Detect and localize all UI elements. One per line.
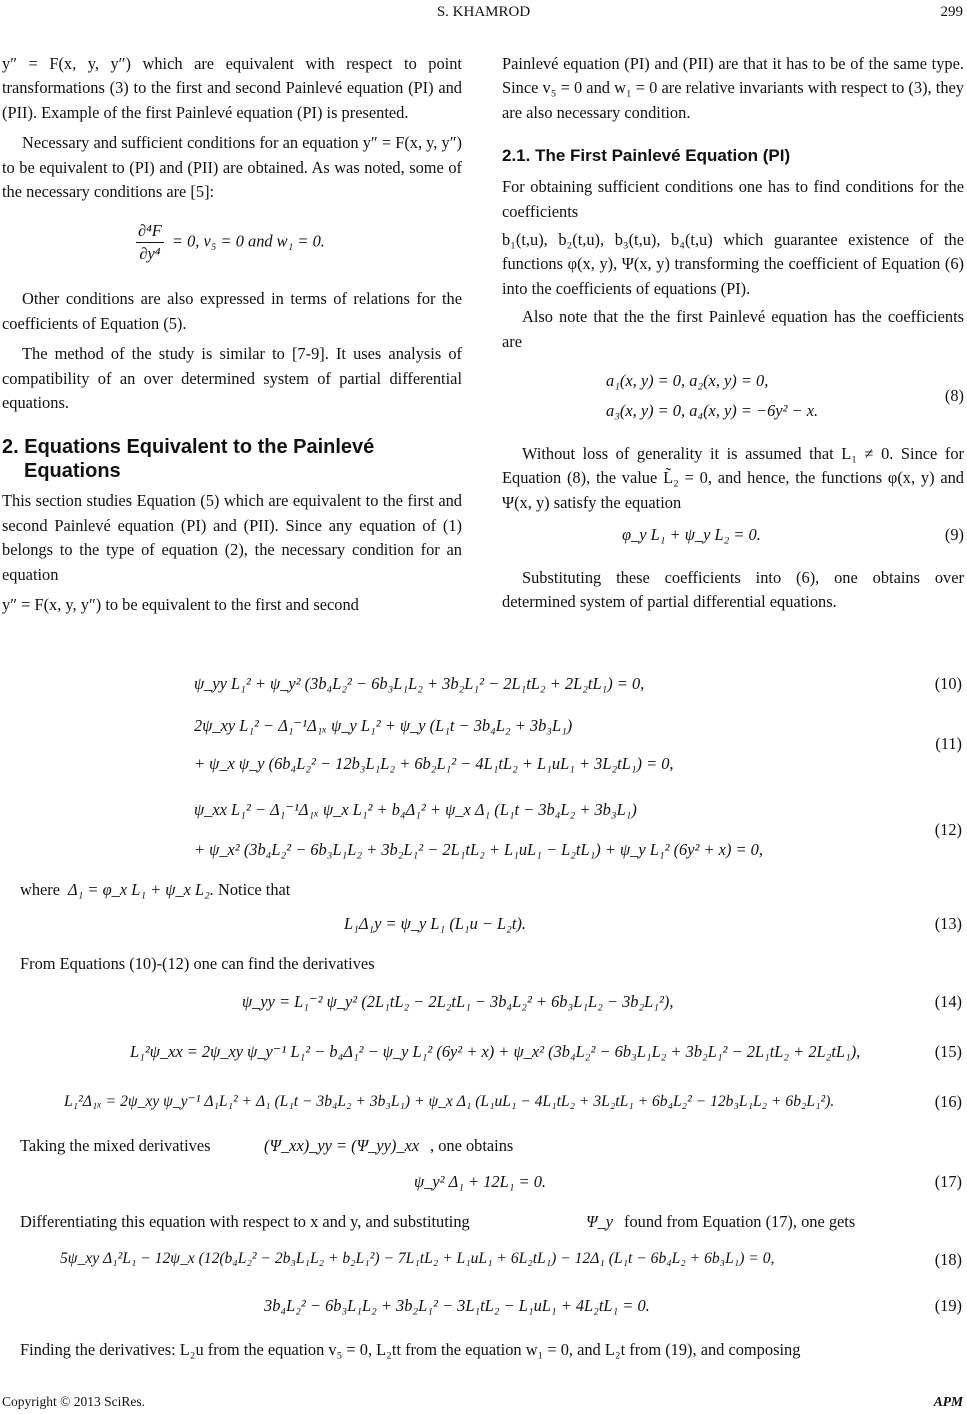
equation-10-number: (10) (934, 674, 962, 693)
conditions-rest: = 0, v₅ = 0 and w₁ = 0. (171, 231, 325, 251)
equation-17-number: (17) (934, 1172, 962, 1191)
journal-abbreviation: APM (933, 1394, 963, 1409)
equation-18-body: 5ψ_xy Δ₁²L₁ − 12ψ_x (12(b₄L₂² − 2b₃L₁L₂ + b₂L₁²) − 7L₁tL₂ + L₁uL₁ + 6L₂tL₁) − 12Δ₁ (L₁t − 6b₄L₂ + 6b₃L₁) = 0, (60, 1250, 775, 1267)
equation-13-number: (13) (934, 914, 962, 933)
right-paragraph-1: Painlevé equation (PI) and (PII) are that it has to be of the same type. Since v₅ = 0 and w₁ = 0 are relative invariants with respect to (3), they are also necessary condition. (502, 54, 964, 122)
equation-12-line-2: + ψ_x² (3b₄L₂² − 6b₃L₁L₂ + 3b₂L₁² − 2L₁tL₂ + L₁uL₁ − L₂tL₁) + ψ_y L₁² (6y² + x) = 0, (194, 840, 763, 859)
equation-15-number: (15) (934, 1042, 962, 1061)
mixed-derivatives-text-end: , one obtains (430, 1136, 514, 1155)
section-heading-line-1: 2. Equations Equivalent to the Painlevé (2, 436, 375, 459)
equation-11-number: (11) (935, 734, 962, 753)
copyright-notice: Copyright © 2013 SciRes. (2, 1394, 146, 1409)
right-paragraph-3: b₁(t,u), b₂(t,u), b₃(t,u), b₄(t,u) which guarantee existence of the functions φ(x, y), Ψ(x, y) transforming the coefficient of Equation (6) into the coefficients of equations (PI). (502, 230, 964, 298)
delta-definition: Δ₁ = φ_x L₁ + ψ_x L₂. (68, 880, 214, 899)
section-heading-line-2: Equations (24, 460, 121, 483)
equation-9-body: φ_y L₁ + ψ_y L₂ = 0. (622, 525, 761, 545)
right-paragraph-4: Also note that the the first Painlevé equation has the coefficients are (502, 307, 964, 351)
mixed-derivatives-equation: (Ψ_xx)_yy = (Ψ_yy)_xx (264, 1136, 420, 1155)
equation-18-number: (18) (934, 1250, 962, 1269)
equation-16-body: L₁²Δ₁ₓ = 2ψ_xy ψ_y⁻¹ Δ₁L₁² + Δ₁ (L₁t − 3b₄L₂ + 3b₃L₁) + ψ_x Δ₁ (L₁uL₁ − 4L₁tL₂ + 3L₂tL₁ + 6b₄L₂² − 12b₃L₁L₂ + 6b₂L₁²). (64, 1093, 835, 1110)
final-text: Finding the derivatives: L₂u from the equation v₅ = 0, L₂tt from the equation w₁ = 0, and L₂t from (19), and composing (20, 1340, 801, 1359)
left-paragraph-1: y″ = F(x, y, y″) which are equivalent with respect to point transformations (3) to the first and second Painlevé equation (PI) and (PII). Example of the first Painlevé equation (PI) is presented. (2, 54, 462, 122)
equation-12 (2, 800, 964, 870)
equation-14-body: ψ_yy = L₁⁻² ψ_y² (2L₁tL₂ − 2L₂tL₁ − 3b₄L₂² + 6b₃L₁L₂ − 3b₂L₁²), (242, 992, 674, 1011)
running-head-author: S. KHAMROD (436, 4, 531, 20)
equation-13-body: L₁Δ₁y = ψ_y L₁ (L₁u − L₂t). (344, 914, 526, 933)
equation-11-line-2: + ψ_x ψ_y (6b₄L₂² − 12b₃L₁L₂ + 6b₂L₁² − 4L₁tL₂ + L₁uL₁ + 3L₂tL₁) = 0, (194, 754, 674, 773)
equation-12-line-1: ψ_xx L₁² − Δ₁⁻¹Δ₁ₓ ψ_x L₁² + b₄Δ₁² + ψ_x Δ₁ (L₁t − 3b₄L₂ + 3b₃L₁) (194, 800, 637, 819)
page-footer (0, 1394, 967, 1412)
left-paragraph-5: This section studies Equation (5) which are equivalent to the first and second Painlevé equation (PI) and (PII). Since any equation of (1) belongs to the type of equation (2), the necessary condition for an equation (2, 491, 462, 584)
page-number: 299 (940, 4, 963, 20)
left-paragraph-3: Other conditions are also expressed in terms of relations for the coefficients of Equation (5). (2, 289, 462, 333)
fraction-denominator: ∂y⁴ (139, 244, 161, 264)
equation-19-number: (19) (934, 1296, 962, 1315)
equation-8-number: (8) (944, 385, 964, 405)
equation-19-body: 3b₄L₂² − 6b₃L₁L₂ + 3b₂L₁² − 3L₁tL₂ − L₁uL₁ + 4L₂tL₁ = 0. (264, 1296, 650, 1315)
equation-16-number: (16) (934, 1092, 962, 1111)
notice-text: Notice that (218, 880, 291, 899)
derivatives-intro-text: From Equations (10)-(12) one can find the derivatives (20, 954, 375, 973)
psi-y-symbol: Ψ_y (586, 1212, 613, 1231)
left-paragraph-4: The method of the study is similar to [7-9]. It uses analysis of compatibility of an over determined system of partial differential equations. (2, 344, 462, 413)
fraction-numerator: ∂⁴F (136, 220, 164, 243)
equation-14-number: (14) (934, 992, 962, 1011)
equation-17-body: ψ_y² Δ₁ + 12L₁ = 0. (414, 1172, 546, 1191)
subsection-heading-2-1: 2.1. The First Painlevé Equation (PI) (502, 146, 791, 166)
equation-8-line-1: a₁(x, y) = 0, a₂(x, y) = 0, (606, 371, 769, 391)
equation-11 (2, 716, 964, 784)
right-paragraph-5: Without loss of generality it is assumed that L₁ ≠ 0. Since for Equation (8), the value L̃₂ = 0, and hence, the functions φ(x, y) and Ψ(x, y) satisfy the equation (502, 444, 964, 512)
where-text: where (20, 880, 61, 899)
equation-8-line-2: a₃(x, y) = 0, a₄(x, y) = −6y² − x. (606, 401, 819, 421)
full-width-equations (2, 0, 964, 1390)
right-paragraph-2: For obtaining sufficient conditions one has to find conditions for the coefficients (502, 177, 964, 221)
equation-12-number: (12) (934, 820, 962, 839)
equation-15-body: L₁²ψ_xx = 2ψ_xy ψ_y⁻¹ L₁² − b₄Δ₁² − ψ_y L₁² (6y² + x) + ψ_x² (3b₄L₂² − 6b₃L₁L₂ + 3b₂L₁² − 2L₁tL₂ + 2L₂tL₁), (130, 1042, 861, 1061)
left-paragraph-6: y″ = F(x, y, y″) to be equivalent to the first and second (2, 595, 359, 615)
differentiating-text-end: found from Equation (17), one gets (624, 1212, 856, 1231)
equation-9-number: (9) (944, 525, 964, 545)
mixed-derivatives-text: Taking the mixed derivatives (20, 1136, 211, 1155)
right-paragraph-6: Substituting these coefficients into (6), one obtains over determined system of partial differential equations. (502, 567, 964, 612)
left-paragraph-2: Necessary and sufficient conditions for an equation y″ = F(x, y, y″) to be equivalent to (PI) and (PII) are obtained. As was noted, some of the necessary conditions are [5]: (2, 133, 462, 202)
equation-11-line-1: 2ψ_xy L₁² − Δ₁⁻¹Δ₁ₓ ψ_y L₁² + ψ_y (L₁t − 3b₄L₂ + 3b₃L₁) (194, 716, 573, 735)
equation-10-body: ψ_yy L₁² + ψ_y² (3b₄L₂² − 6b₃L₁L₂ + 3b₂L₁² − 2L₁tL₂ + 2L₂tL₁) = 0, (194, 674, 645, 693)
differentiating-text: Differentiating this equation with respect to x and y, and substituting (20, 1212, 470, 1231)
